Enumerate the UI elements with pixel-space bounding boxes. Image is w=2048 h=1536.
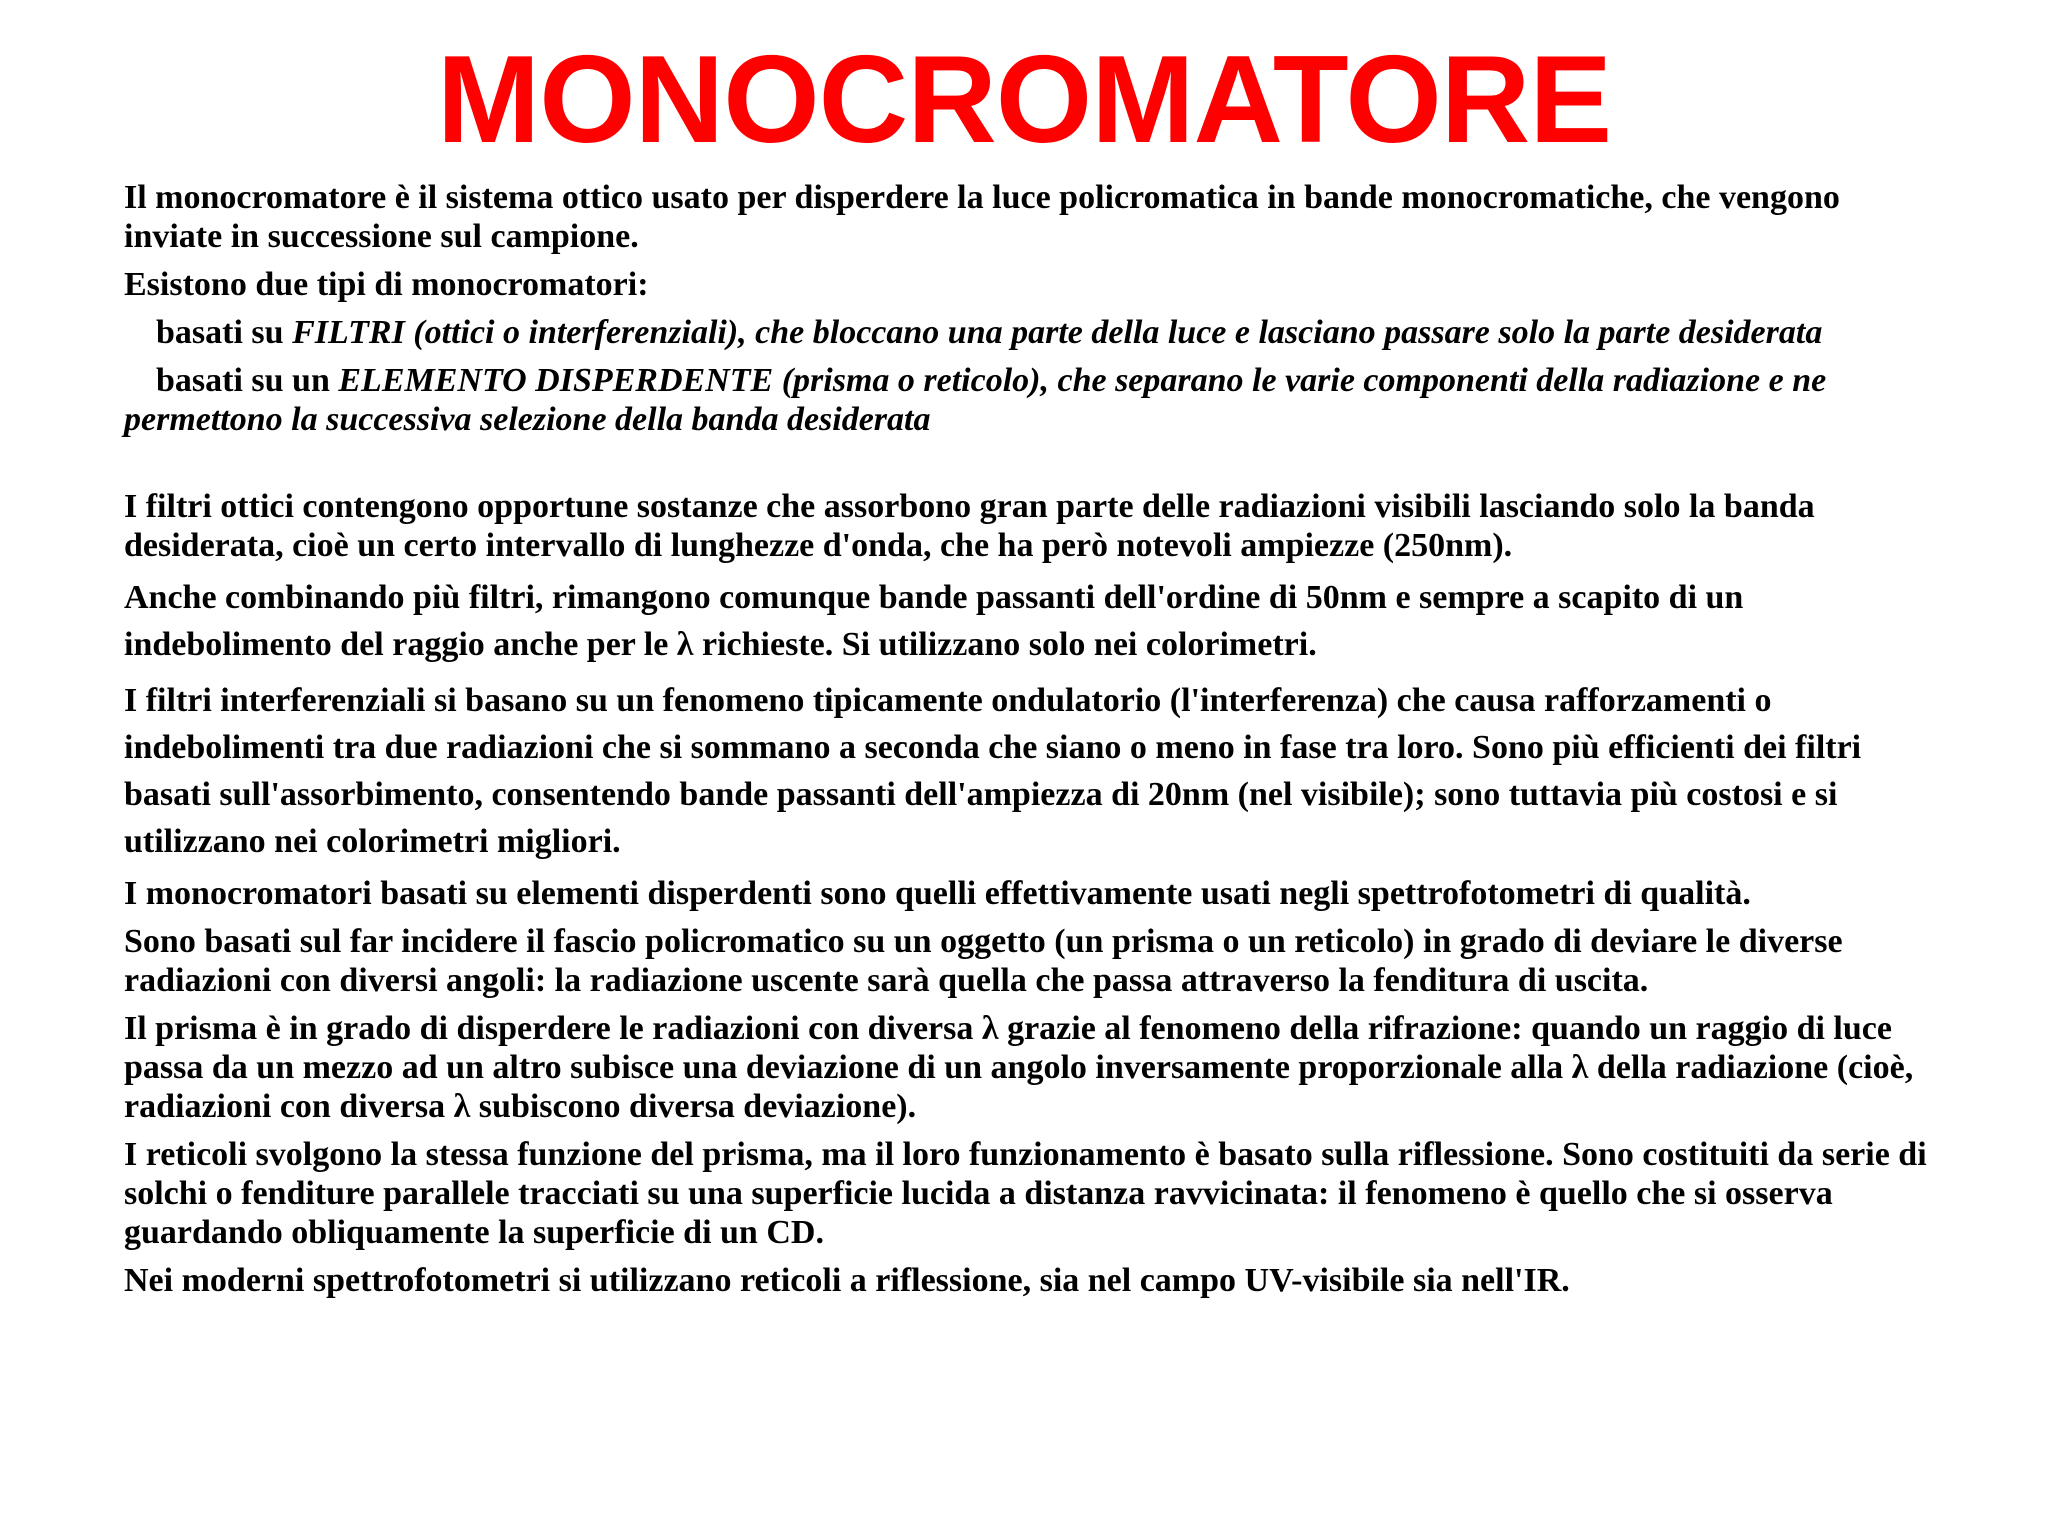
list-item-filters-lead: basati su [156, 314, 293, 351]
list-item-dispersive-text: ELEMENTO DISPERDENTE (prisma o reticolo), che separano le varie componenti della radiazione e ne permettono la successiva selezione della banda desiderata [124, 362, 1827, 438]
paragraph-intro: Il monocromatore è il sistema ottico usato per disperdere la luce policromatica in bande monocromatiche, che vengono inviate in successione sul campione. [124, 179, 1840, 255]
paragraph-gratings: I reticoli svolgono la stessa funzione del prisma, ma il loro funzionamento è basato sulla riflessione. Sono costituiti da serie di solchi o fenditure parallele tracciati su una superficie lucida a distanza ravvicinata: il fenomeno è quello che si osserva guardando obliquamente la superficie di un CD. [124, 1136, 1927, 1251]
paragraph-interference-filters: I filtri interferenziali si basano su un fenomeno tipicamente ondulatorio (l'interferenza) che causa rafforzamenti o indebolimenti tra due radiazioni che si sommano a seconda che siano o meno in fase tra loro. Sono più efficienti dei filtri basati sull'assorbimento, consentendo bande passanti dell'ampiezza di 20nm (nel visibile); sono tuttavia più costosi e si utilizzano nei colorimetri migliori. [124, 682, 1862, 860]
list-item-filters-text: FILTRI (ottici o interferenziali), che bloccano una parte della luce e lasciano passare solo la parte desiderata [292, 314, 1823, 351]
slide-body [124, 178, 1944, 1309]
paragraph-combined-filters: Anche combinando più filtri, rimangono comunque bande passanti dell'ordine di 50nm e sempre a scapito di un indebolimento del raggio anche per le λ richieste. Si utilizzano solo nei colorimetri. [124, 579, 1744, 663]
page-title: MONOCROMATORE [436, 31, 1612, 169]
list-item-filters [124, 313, 1944, 352]
paragraph-deviation: Sono basati sul far incidere il fascio policromatico su un oggetto (un prisma o un reticolo) in grado di deviare le diverse radiazioni con diversi angoli: la radiazione uscente sarà quella che passa attraverso la fenditura di uscita. [124, 923, 1843, 999]
list-item-dispersive-lead: basati su un [156, 362, 339, 399]
paragraph-optical-filters: I filtri ottici contengono opportune sostanze che assorbono gran parte delle radiazioni visibili lasciando solo la banda desiderata, cioè un certo intervallo di lunghezze d'onda, che ha però notevoli ampiezze (250nm). [124, 488, 1815, 564]
list-item-dispersive [124, 361, 1944, 439]
paragraph-types: Esistono due tipi di monocromatori: [124, 266, 649, 303]
paragraph-prism: Il prisma è in grado di disperdere le radiazioni con diversa λ grazie al fenomeno della rifrazione: quando un raggio di luce passa da un mezzo ad un altro subisce una deviazione di un angolo inversamente proporzionale alla λ della radiazione (cioè, radiazioni con diversa λ subiscono diversa deviazione). [124, 1010, 1914, 1125]
paragraph-modern: Nei moderni spettrofotometri si utilizzano reticoli a riflessione, sia nel campo UV-visibile sia nell'IR. [124, 1262, 1570, 1299]
paragraph-dispersive-elements: I monocromatori basati su elementi disperdenti sono quelli effettivamente usati negli spettrofotometri di qualità. [124, 875, 1751, 912]
